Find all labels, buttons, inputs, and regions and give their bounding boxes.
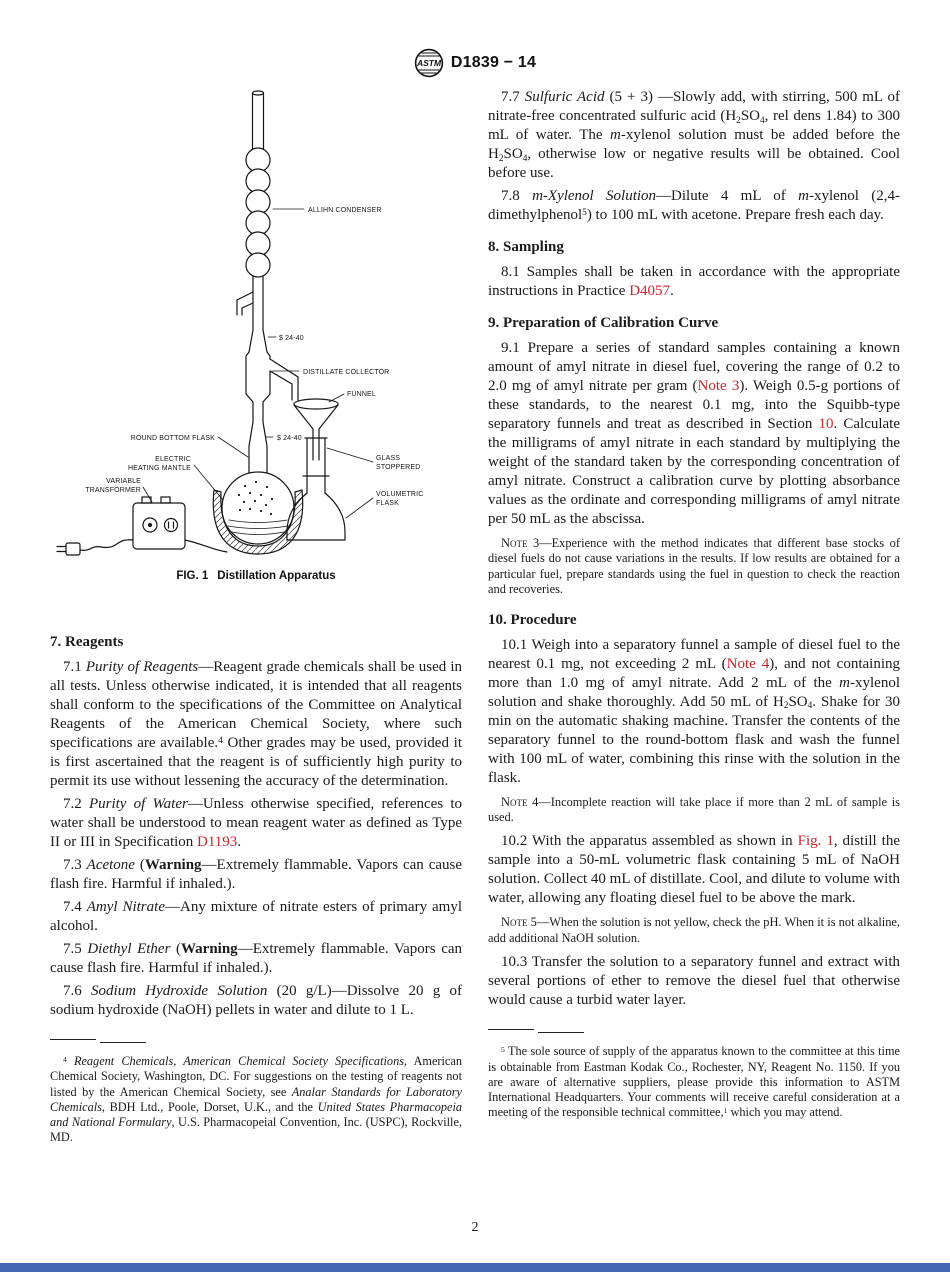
label-joint-top: $ 24-40 (279, 335, 304, 342)
i-run: m (610, 127, 621, 143)
page-header (0, 48, 950, 78)
label-variable-line1: VARIABLE (106, 478, 141, 485)
sub-run: 4 (807, 701, 813, 712)
sc-run: Note 5 (501, 915, 537, 930)
reference-link[interactable]: D4057 (629, 283, 671, 299)
label-allihn-condenser: ALLIHN CONDENSER (308, 207, 382, 214)
note-3: Note 3—Experience with the method indicates that different base stocks of diesel fuels do not cause variations in the results. If low results are obtained for a particular fuel, prepare standards using the fuel in question to check the reaction and recoveries. (488, 536, 900, 597)
right-column (488, 88, 900, 1146)
allihn-condenser-drawing (237, 91, 270, 330)
paragraph-8-1: 8.1 Samples shall be taken in accordance with the appropriate instructions in Practice D4057. (488, 264, 900, 299)
footnote-4: $^4$ Reagent Chemicals, American Chemical Society Specifications, American Chemical Society, Washington, DC. For suggestions on the testing of reagents not listed by the American Chemical Society, see Analar Standards for Laboratory Chemicals, BDH Ltd., Poole, Dorset, U.K., and the United States Pharmacopeia and National Formulary, U.S. Pharmacopeial Convention, Inc. (USPC), Rockville, MD. (50, 1054, 463, 1145)
i-run: Reagent Chemicals, American Chemical Society Specifications (73, 1054, 404, 1068)
i-run: m-Xylenol Solution (532, 188, 657, 204)
paragraph-10-1: 10.1 Weigh into a separatory funnel a sample of diesel fuel to the nearest 0.1 mg, not exceeding 2 mL (Note 4), and not containing more than 1.0 mg of amyl nitrate. Add 2 mL of the m-xylenol solution and shake thoroughly. Add 50 mL of H2SO4. Shake for 30 min on the automatic shaking machine. Transfer the contents of the separatory funnel to the round-bottom flask and wash the funnel with 100 mL of water, combining this rinse with the solution in the flask. (488, 636, 901, 786)
figure-title: Distillation Apparatus (217, 570, 336, 582)
footnote-separator-left (50, 1038, 462, 1046)
paragraph-7-1: 7.1 Purity of Reagents—Reagent grade chemicals shall be used in all tests. Unless otherwise indicated, it is intended that all reagents shall conform to the specifications of the Committee on Analytical Reagents of the American Chemical Society, where such specifications are available.$^4$ Other grades may be used, provided it is first ascertained that the reagent is of sufficiently high purity to permit its use without lessening the accuracy of the determination. (50, 659, 463, 789)
sub-run: 4 (760, 115, 765, 126)
astm-logo-text: ASTM (416, 58, 441, 68)
i-run: m (798, 188, 809, 204)
paragraph-7-5: 7.5 Diethyl Ether (Warning—Extremely flammable. Vapors can cause flash fire. Harmful if inhaled.). (50, 941, 463, 976)
paragraph-10-2: 10.2 With the apparatus assembled as shown in Fig. 1, distill the sample into a 50-mL volumetric flask containing 5 mL of NaOH solution. Collect 40 mL of distillate. Cool, and dilute to volume with water, allowing any floating diesel fuel to be above the mark. (488, 833, 900, 907)
note-4: Note 4—Incomplete reaction will take place if more than 2 mL of sample is used. (488, 794, 900, 825)
funnel-drawing (294, 399, 338, 460)
reference-link[interactable]: 10 (818, 416, 834, 432)
label-joint-bottom: $ 24-40 (277, 435, 302, 442)
i-run: Diethyl Ether (87, 941, 171, 957)
distillation-apparatus-figure (51, 88, 461, 568)
distillate-collector-drawing (246, 352, 298, 422)
sc-run: Note 3 (501, 536, 540, 550)
reference-link[interactable]: D1193 (197, 834, 238, 850)
taper-joint-top-drawing (249, 330, 267, 352)
i-run: Purity of Water (88, 796, 188, 812)
label-electric-line2: HEATING MANTLE (127, 465, 191, 472)
label-glass-line1: GLASS (376, 455, 401, 462)
sup-run: 4 (218, 735, 223, 746)
sub-run: 2 (736, 115, 741, 126)
paragraph-7-4: 7.4 Amyl Nitrate—Any mixture of nitrate esters of primary amyl alcohol. (50, 899, 463, 934)
label-round-bottom-flask: ROUND BOTTOM FLASK (130, 435, 215, 442)
sup-run: 4 (63, 1054, 67, 1064)
note-5: Note 5—When the solution is not yellow, check the pH. When it is not alkaline, add additional NaOH solution. (488, 915, 900, 945)
paragraph-7-3: 7.3 Acetone (Warning—Extremely flammable. Vapors can cause flash fire. Harmful if inhaled.). (50, 857, 462, 892)
reference-link[interactable]: Note 4 (726, 655, 770, 672)
sub-run: 2 (783, 701, 789, 712)
sub-run: 2 (498, 153, 504, 164)
paragraph-7-2: 7.2 Purity of Water—Unless otherwise specified, references to water shall be understood to mean reagent water as defined as Type II or III in Specification D1193. (50, 796, 463, 850)
reference-link[interactable]: Fig. 1 (797, 833, 834, 850)
figure-1 (50, 88, 462, 582)
i-run: m (839, 674, 850, 691)
section-9-heading: 9. Preparation of Calibration Curve (488, 315, 719, 331)
document-number: D1839 − 14 (450, 54, 537, 71)
astm-logo-icon (414, 48, 444, 78)
i-run: Amyl Nitrate (86, 899, 165, 915)
sup-run: 5 (582, 207, 587, 218)
paragraph-7-7: 7.7 Sulfuric Acid (5 + 3) —Slowly add, with stirring, 500 mL of nitrate-free concentrated sulfuric acid (H2SO4, rel dens 1.84) to 300 mL of water. The m-xylenol solution must be added before the H2SO4, otherwise low or negative results will be obtained. Cool before use. (488, 89, 901, 181)
section-10-heading: 10. Procedure (488, 611, 577, 628)
sup-run: 1 (723, 1106, 728, 1116)
figure-number: FIG. 1 (176, 570, 209, 582)
footnote-5: $^5$ The sole source of supply of the apparatus known to the committee at this time is obtainable from Eastman Kodak Co., Rochester, NY, Reagent No. 1150. If you are aware of alternative suppliers, please provide this information to ASTM International Headquarters. Your comments will receive careful consideration at a meeting of the responsible technical committee,$^1$ which you may attend. (488, 1044, 900, 1120)
figure-caption (50, 570, 462, 582)
viewer-bottom-bar (0, 1263, 950, 1272)
sc-run: Note 4 (501, 794, 539, 809)
left-column (50, 88, 462, 1146)
label-variable-line2: TRANSFORMER (85, 487, 141, 494)
label-distillate-collector: DISTILLATE COLLECTOR (303, 369, 390, 376)
paragraph-7-8: 7.8 m-Xylenol Solution—Dilute 4 mL of m-xylenol (2,4-dimethylphenol$^5$) to 100 mL with acetone. Prepare fresh each day. (488, 188, 901, 223)
section-7-heading: 7. Reagents (50, 634, 124, 650)
i-run: Analar Standards for Laboratory Chemicals (50, 1084, 462, 1114)
i-run: Sulfuric Acid (524, 89, 605, 105)
label-electric-line1: ELECTRIC (155, 456, 191, 463)
page-number: 2 (471, 1220, 479, 1235)
paragraph-9-1: 9.1 Prepare a series of standard samples containing a known amount of amyl nitrate in diesel fuel, covering the range of 0.2 to 2.0 mg of amyl nitrate per gram (Note 3). Weigh 0.5-g portions of these standards, to the nearest 0.1 mg, into the Squibb-type separatory funnels and treat as described in Section 10. Calculate the milligrams of amyl nitrate in each standard by multiplying the weight of the standard taken by the corresponding concentration of amyl nitrate. Construct a calibration curve by plotting absorbance values as the ordinate and corresponding milligrams of amyl nitrate per 50 mL as the abscissa. (488, 340, 901, 527)
i-run: Purity of Reagents (85, 659, 199, 675)
taper-joint-bottom-drawing (249, 422, 267, 460)
reference-link[interactable]: Note 3 (697, 378, 740, 394)
two-column-layout (50, 88, 900, 1146)
label-volumetric-line2: FLASK (376, 500, 399, 507)
round-bottom-flask-drawing (222, 460, 294, 544)
paragraph-10-3: 10.3 Transfer the solution to a separatory funnel and extract with several portions of ether to remove the diesel fuel that otherwise would cause a turbid water layer. (488, 954, 900, 1009)
paragraph-7-6: 7.6 Sodium Hydroxide Solution (20 g/L)—Dissolve 20 g of sodium hydroxide (NaOH) pellets in water and dilute to 1 L. (50, 983, 462, 1018)
section-8-heading: 8. Sampling (488, 239, 564, 255)
variable-transformer-drawing (133, 497, 185, 549)
sub-run: 4 (522, 153, 528, 164)
label-funnel: FUNNEL (347, 391, 376, 398)
footnote-separator-right (488, 1028, 900, 1036)
b-run: Warning (144, 857, 202, 873)
i-run: United States Pharmacopeia and National Formulary (50, 1099, 463, 1130)
b-run: Warning (181, 941, 238, 957)
i-run: Acetone (86, 857, 135, 873)
label-glass-line2: STOPPERED (376, 464, 421, 471)
sup-run: 5 (501, 1044, 505, 1054)
label-volumetric-line1: VOLUMETRIC (376, 491, 424, 498)
i-run: Sodium Hydroxide Solution (91, 983, 268, 999)
